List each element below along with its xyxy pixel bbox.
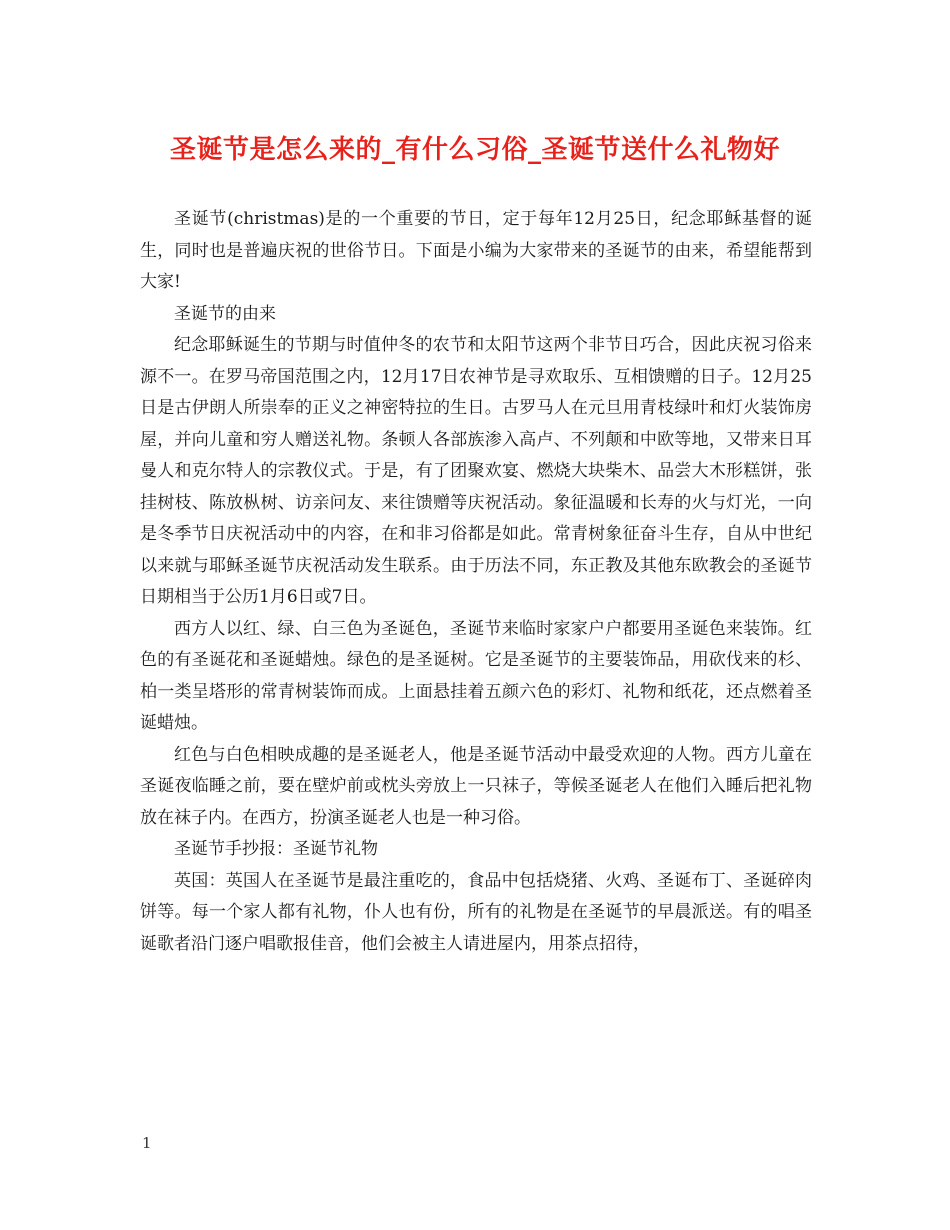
santa-paragraph: 红色与白色相映成趣的是圣诞老人，他是圣诞节活动中最受欢迎的人物。西方儿童在圣诞夜临睡之前，要在壁炉前或枕头旁放上一只袜子，等候圣诞老人在他们入睡后把礼物放在袜子内。在西方，扮演圣诞老人也是一种习俗。 (140, 744, 812, 828)
origin-paragraph: 纪念耶稣诞生的节期与时值仲冬的农节和太阳节这两个非节日巧合，因此庆祝习俗来源不一。在罗马帝国范围之内，12月17日农神节是寻欢取乐、互相馈赠的日子。12月25日是古伊朗人所崇奉的正义之神密特拉的生日。古罗马人在元旦用青枝绿叶和灯火装饰房屋，并向儿童和穷人赠送礼物。条顿人各部族渗入高卢、不列颠和中欧等地，又带来日耳曼人和克尔特人的宗教仪式。于是，有了团聚欢宴、燃烧大块柴木、品尝大木形糕饼，张挂树枝、陈放枞树、访亲问友、来往馈赠等庆祝活动。象征温暖和长寿的火与灯光，一向是冬季节日庆祝活动中的内容，在和非习俗都是如此。常青树象征奋斗生存，自从中世纪以来就与耶稣圣诞节庆祝活动发生联系。由于历法不同，东正教及其他东欧教会的圣诞节日期相当于公历1月6日或7日。 (140, 335, 812, 607)
section-heading-origin: 圣诞节的由来 (174, 303, 276, 324)
document-title: 圣诞节是怎么来的_有什么习俗_圣诞节送什么礼物好 (169, 135, 780, 165)
colors-paragraph: 西方人以红、绿、白三色为圣诞色，圣诞节来临时家家户户都要用圣诞色来装饰。红色的有圣诞花和圣诞蜡烛。绿色的是圣诞树。它是圣诞节的主要装饰品，用砍伐来的杉、柏一类呈塔形的常青树装饰而成。上面悬挂着五颜六色的彩灯、礼物和纸花，还点燃着圣诞蜡烛。 (140, 618, 812, 733)
england-paragraph: 英国：英国人在圣诞节是最注重吃的，食品中包括烧猪、火鸡、圣诞布丁、圣诞碎肉饼等。每一个家人都有礼物，仆人也有份，所有的礼物是在圣诞节的早晨派送。有的唱圣诞歌者沿门逐户唱歌报佳音，他们会被主人请进屋内，用茶点招待， (140, 870, 812, 954)
section-heading-gifts: 圣诞节手抄报：圣诞节礼物 (174, 839, 378, 859)
document-body (140, 204, 812, 960)
page-number: 1 (142, 1134, 152, 1152)
intro-paragraph: 圣诞节(christmas)是的一个重要的节日，定于每年12月25日，纪念耶稣基督的诞生，同时也是普遍庆祝的世俗节日。下面是小编为大家带来的圣诞节的由来，希望能帮到大家! (140, 209, 812, 292)
